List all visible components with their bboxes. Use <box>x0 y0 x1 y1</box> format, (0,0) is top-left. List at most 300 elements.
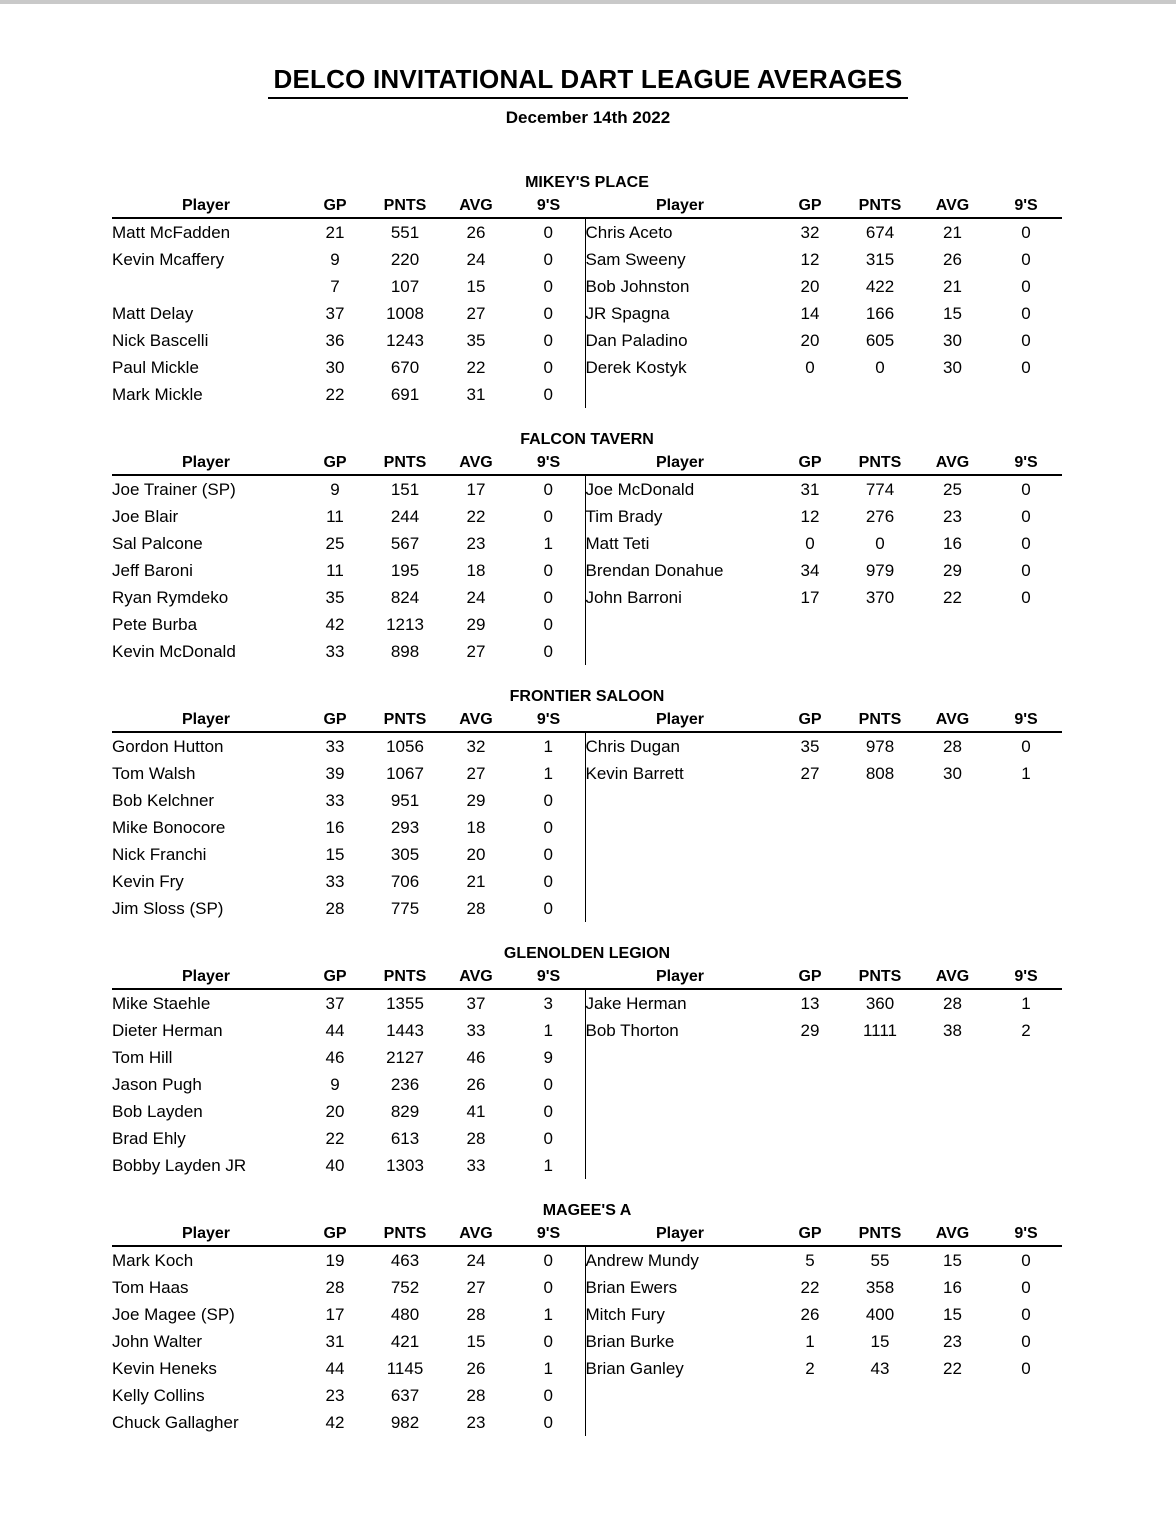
cell-avg: 29 <box>943 560 962 580</box>
cell-avg: 15 <box>466 1331 486 1351</box>
cell-pnts <box>845 1044 915 1071</box>
cell-nines: 0 <box>543 1385 553 1405</box>
cell-nines <box>990 814 1062 841</box>
cell-player: Kevin McDonald <box>112 641 236 661</box>
cell-gp: 12 <box>800 506 820 526</box>
cell-avg: 21 <box>943 276 962 296</box>
cell-gp: 34 <box>800 560 820 580</box>
cell-avg: 24 <box>466 587 486 607</box>
cell-avg <box>915 1044 990 1071</box>
table-row <box>112 503 1062 530</box>
column-header-nines: 9'S <box>1014 197 1038 214</box>
header-row <box>112 1225 1062 1246</box>
cell-nines: 0 <box>1021 533 1031 553</box>
table-row <box>112 557 1062 584</box>
cell-pnts <box>845 1382 915 1409</box>
document-page <box>0 64 1176 1436</box>
cell-pnts <box>845 1098 915 1125</box>
cell-pnts: 637 <box>390 1385 420 1405</box>
cell-player: Brian Burke <box>585 1328 775 1355</box>
column-header-nines: 9'S <box>536 968 561 985</box>
column-header-pnts: PNTS <box>383 1225 427 1242</box>
column-header-avg: AVG <box>935 197 970 214</box>
cell-player: Brendan Donahue <box>585 557 775 584</box>
cell-nines: 0 <box>1021 506 1031 526</box>
table-row <box>112 218 1062 246</box>
cell-pnts: 293 <box>390 817 420 837</box>
cell-pnts <box>845 638 915 665</box>
cell-nines: 0 <box>543 357 553 377</box>
column-header-pnts: PNTS <box>858 711 902 728</box>
venue-section <box>112 174 1062 408</box>
cell-avg: 23 <box>466 533 486 553</box>
cell-gp <box>775 1071 845 1098</box>
column-header-nines: 9'S <box>1014 1225 1038 1242</box>
column-header-nines: 9'S <box>1014 711 1038 728</box>
cell-nines <box>990 638 1062 665</box>
cell-pnts: 463 <box>390 1250 420 1270</box>
cell-gp <box>775 1152 845 1179</box>
column-header-gp: GP <box>323 1225 347 1242</box>
cell-pnts: 244 <box>390 506 420 526</box>
cell-avg: 33 <box>466 1020 486 1040</box>
column-header-gp: GP <box>798 711 822 728</box>
table-row <box>112 1409 1062 1436</box>
cell-gp: 32 <box>800 222 820 242</box>
cell-gp: 44 <box>325 1020 345 1040</box>
cell-nines: 1 <box>543 736 553 756</box>
cell-nines: 0 <box>543 384 553 404</box>
cell-player: Matt McFadden <box>112 222 231 242</box>
cell-avg: 21 <box>466 871 486 891</box>
cell-nines: 1 <box>543 1155 553 1175</box>
cell-pnts: 1303 <box>386 1155 424 1175</box>
cell-gp: 23 <box>325 1385 345 1405</box>
cell-nines: 0 <box>1021 357 1031 377</box>
cell-player: Dieter Herman <box>112 1020 223 1040</box>
cell-pnts: 15 <box>870 1331 890 1351</box>
cell-nines <box>990 1125 1062 1152</box>
cell-pnts: 422 <box>865 276 895 296</box>
cell-gp: 28 <box>325 898 345 918</box>
cell-nines: 0 <box>1021 1250 1031 1270</box>
cell-avg: 29 <box>466 614 486 634</box>
cell-avg <box>915 814 990 841</box>
cell-avg: 18 <box>466 560 486 580</box>
cell-gp: 31 <box>325 1331 345 1351</box>
cell-nines: 0 <box>543 844 553 864</box>
cell-player: Joe Magee (SP) <box>112 1304 235 1324</box>
cell-gp: 39 <box>325 763 345 783</box>
venue-title: MIKEY'S PLACE <box>525 174 649 191</box>
cell-nines <box>990 1409 1062 1436</box>
cell-avg: 22 <box>466 357 486 377</box>
cell-avg: 15 <box>943 1250 962 1270</box>
cell-avg: 27 <box>466 303 486 323</box>
table-row <box>112 895 1062 922</box>
cell-avg: 28 <box>466 1304 486 1324</box>
cell-gp: 26 <box>800 1304 820 1324</box>
table-row <box>112 841 1062 868</box>
table-row <box>112 787 1062 814</box>
cell-player: Paul Mickle <box>112 357 199 377</box>
cell-avg: 30 <box>943 763 962 783</box>
cell-pnts <box>845 1409 915 1436</box>
cell-nines: 0 <box>543 1101 553 1121</box>
header-row <box>112 454 1062 475</box>
cell-gp <box>775 868 845 895</box>
cell-gp: 20 <box>325 1101 345 1121</box>
cell-gp: 5 <box>805 1250 815 1270</box>
cell-gp: 37 <box>325 993 345 1013</box>
league-tables <box>112 174 1062 1436</box>
cell-gp: 22 <box>325 384 345 404</box>
cell-avg: 41 <box>466 1101 486 1121</box>
cell-pnts: 613 <box>390 1128 420 1148</box>
cell-player: Jeff Baroni <box>112 560 193 580</box>
cell-gp <box>775 895 845 922</box>
column-header-player: Player <box>655 197 705 214</box>
cell-player <box>585 868 775 895</box>
cell-player: Chuck Gallagher <box>112 1412 239 1432</box>
cell-avg: 28 <box>466 1128 486 1148</box>
cell-player: Jim Sloss (SP) <box>112 898 224 918</box>
cell-nines <box>990 868 1062 895</box>
cell-gp: 21 <box>325 222 345 242</box>
venue-section <box>112 688 1062 922</box>
cell-avg <box>915 841 990 868</box>
cell-player: Joe Blair <box>112 506 179 526</box>
table-row <box>112 1382 1062 1409</box>
cell-avg: 25 <box>943 479 962 499</box>
cell-gp: 35 <box>800 736 820 756</box>
cell-player: Matt Teti <box>585 530 775 557</box>
column-header-gp: GP <box>323 197 347 214</box>
cell-player <box>585 1098 775 1125</box>
cell-nines <box>990 787 1062 814</box>
venue-section <box>112 1202 1062 1436</box>
averages-table <box>112 711 1062 922</box>
column-header-player: Player <box>655 454 705 471</box>
venue-title: GLENOLDEN LEGION <box>503 945 671 962</box>
table-row <box>112 381 1062 408</box>
cell-player: Kelly Collins <box>112 1385 205 1405</box>
cell-avg <box>915 381 990 408</box>
cell-nines: 1 <box>543 763 553 783</box>
cell-pnts: 1145 <box>386 1358 424 1378</box>
cell-pnts: 808 <box>865 763 895 783</box>
cell-pnts: 0 <box>875 357 885 377</box>
cell-avg: 29 <box>466 790 486 810</box>
cell-gp: 25 <box>325 533 345 553</box>
cell-pnts: 360 <box>865 993 895 1013</box>
cell-pnts: 674 <box>865 222 895 242</box>
cell-avg: 18 <box>466 817 486 837</box>
column-header-avg: AVG <box>459 454 493 471</box>
cell-pnts: 1056 <box>386 736 424 756</box>
column-header-avg: AVG <box>935 454 970 471</box>
cell-pnts: 775 <box>390 898 420 918</box>
cell-avg: 15 <box>466 276 486 296</box>
cell-avg: 22 <box>943 1358 962 1378</box>
cell-pnts: 898 <box>390 641 420 661</box>
cell-avg: 27 <box>466 763 486 783</box>
cell-player: Kevin Heneks <box>112 1358 217 1378</box>
cell-pnts: 236 <box>390 1074 420 1094</box>
cell-gp: 42 <box>325 1412 345 1432</box>
table-row <box>112 1246 1062 1274</box>
cell-nines: 0 <box>1021 303 1031 323</box>
cell-gp: 37 <box>325 303 345 323</box>
table-row <box>112 868 1062 895</box>
cell-player <box>585 1409 775 1436</box>
cell-nines <box>990 1098 1062 1125</box>
cell-gp <box>775 814 845 841</box>
cell-gp: 11 <box>326 560 344 580</box>
cell-player: Tom Hill <box>112 1047 173 1067</box>
cell-nines: 0 <box>1021 560 1031 580</box>
column-header-pnts: PNTS <box>858 454 902 471</box>
cell-gp <box>775 1098 845 1125</box>
table-row <box>112 732 1062 760</box>
cell-player: Matt Delay <box>112 303 194 323</box>
cell-player: Tom Haas <box>112 1277 189 1297</box>
cell-nines: 1 <box>543 1020 553 1040</box>
cell-player: Sam Sweeny <box>585 246 775 273</box>
cell-pnts: 567 <box>390 533 420 553</box>
page-title: DELCO INVITATIONAL DART LEAGUE AVERAGES <box>268 64 909 99</box>
cell-nines: 1 <box>543 1304 553 1324</box>
cell-gp: 2 <box>805 1358 815 1378</box>
cell-nines: 0 <box>543 817 553 837</box>
cell-avg <box>915 1152 990 1179</box>
cell-gp: 33 <box>325 736 345 756</box>
cell-player <box>585 1071 775 1098</box>
cell-player <box>585 1152 775 1179</box>
cell-nines: 0 <box>543 871 553 891</box>
cell-gp: 27 <box>800 763 820 783</box>
table-row <box>112 354 1062 381</box>
table-row <box>112 760 1062 787</box>
cell-player: Gordon Hutton <box>112 736 224 756</box>
table-row <box>112 246 1062 273</box>
cell-gp: 29 <box>800 1020 820 1040</box>
cell-avg: 33 <box>466 1155 486 1175</box>
header-row <box>112 968 1062 989</box>
cell-nines <box>990 1071 1062 1098</box>
venue-title: FRONTIER SALOON <box>509 688 665 705</box>
cell-gp: 35 <box>325 587 345 607</box>
cell-player <box>585 841 775 868</box>
cell-gp: 22 <box>800 1277 820 1297</box>
cell-gp: 15 <box>325 844 345 864</box>
cell-pnts <box>845 895 915 922</box>
cell-avg <box>915 895 990 922</box>
table-row <box>112 814 1062 841</box>
cell-avg <box>915 1382 990 1409</box>
venue-title: FALCON TAVERN <box>520 431 654 448</box>
column-header-player: Player <box>655 968 705 985</box>
cell-player: Jake Herman <box>585 989 775 1017</box>
cell-pnts: 951 <box>390 790 420 810</box>
cell-avg: 28 <box>943 993 962 1013</box>
column-header-player: Player <box>181 968 231 985</box>
cell-avg <box>915 1125 990 1152</box>
cell-player: Mike Bonocore <box>112 817 226 837</box>
table-row <box>112 530 1062 557</box>
cell-player <box>585 611 775 638</box>
cell-avg: 28 <box>466 1385 486 1405</box>
cell-avg: 28 <box>943 736 962 756</box>
cell-player: Dan Paladino <box>585 327 775 354</box>
cell-gp <box>775 638 845 665</box>
column-header-player: Player <box>655 711 705 728</box>
cell-nines: 1 <box>543 533 553 553</box>
cell-gp: 7 <box>330 276 340 296</box>
column-header-pnts: PNTS <box>858 197 902 214</box>
cell-player: Mitch Fury <box>585 1301 775 1328</box>
averages-table <box>112 197 1062 408</box>
cell-pnts: 276 <box>865 506 895 526</box>
column-header-pnts: PNTS <box>383 968 427 985</box>
column-header-nines: 9'S <box>536 1225 561 1242</box>
averages-table <box>112 968 1062 1179</box>
column-header-avg: AVG <box>459 968 493 985</box>
cell-pnts: 1355 <box>386 993 424 1013</box>
column-header-avg: AVG <box>459 711 493 728</box>
cell-player: Kevin Fry <box>112 871 184 891</box>
cell-nines: 0 <box>1021 587 1031 607</box>
cell-nines: 0 <box>543 560 553 580</box>
venue-title: MAGEE'S A <box>542 1202 632 1219</box>
cell-nines: 1 <box>543 1358 553 1378</box>
cell-gp: 22 <box>325 1128 345 1148</box>
cell-gp: 36 <box>325 330 345 350</box>
cell-gp: 31 <box>800 479 820 499</box>
cell-player <box>585 1125 775 1152</box>
cell-gp: 19 <box>325 1250 345 1270</box>
column-header-gp: GP <box>798 197 822 214</box>
cell-nines: 1 <box>1021 763 1031 783</box>
cell-player: Kevin Mcaffery <box>112 249 225 269</box>
cell-nines: 3 <box>543 993 553 1013</box>
cell-avg: 32 <box>466 736 486 756</box>
cell-avg: 22 <box>943 587 962 607</box>
cell-pnts <box>845 787 915 814</box>
cell-player: Mike Staehle <box>112 993 211 1013</box>
cell-pnts: 43 <box>870 1358 890 1378</box>
cell-pnts: 107 <box>390 276 420 296</box>
cell-player: Brad Ehly <box>112 1128 186 1148</box>
cell-avg: 17 <box>466 479 486 499</box>
cell-player <box>585 1044 775 1071</box>
title-wrap <box>0 64 1176 99</box>
table-row <box>112 584 1062 611</box>
table-row <box>112 1328 1062 1355</box>
cell-pnts: 358 <box>865 1277 895 1297</box>
cell-pnts: 1067 <box>386 763 424 783</box>
cell-player: Brian Ganley <box>585 1355 775 1382</box>
cell-player <box>112 273 300 300</box>
cell-player: Mark Koch <box>112 1250 194 1270</box>
cell-pnts: 315 <box>865 249 895 269</box>
cell-avg: 22 <box>466 506 486 526</box>
cell-player: John Walter <box>112 1331 203 1351</box>
cell-nines: 0 <box>543 1277 553 1297</box>
cell-player: Andrew Mundy <box>585 1246 775 1274</box>
cell-avg: 20 <box>466 844 486 864</box>
column-header-nines: 9'S <box>1014 454 1038 471</box>
cell-nines: 0 <box>543 1128 553 1148</box>
column-header-player: Player <box>181 711 231 728</box>
cell-pnts: 305 <box>390 844 420 864</box>
cell-player <box>585 895 775 922</box>
cell-player: Chris Aceto <box>585 218 775 246</box>
cell-nines: 0 <box>1021 1358 1031 1378</box>
window-top-bar <box>0 0 1176 4</box>
cell-nines <box>990 1152 1062 1179</box>
cell-nines: 0 <box>543 506 553 526</box>
cell-pnts: 752 <box>390 1277 420 1297</box>
cell-pnts: 670 <box>390 357 420 377</box>
cell-player: Kevin Barrett <box>585 760 775 787</box>
cell-gp <box>775 1125 845 1152</box>
cell-gp: 13 <box>800 993 820 1013</box>
cell-pnts: 2127 <box>386 1047 424 1067</box>
column-header-nines: 9'S <box>536 454 561 471</box>
cell-nines: 0 <box>543 249 553 269</box>
cell-player: Bob Kelchner <box>112 790 215 810</box>
cell-avg <box>915 1409 990 1436</box>
cell-nines: 0 <box>543 898 553 918</box>
cell-avg: 35 <box>466 330 486 350</box>
cell-nines: 0 <box>1021 479 1031 499</box>
table-row <box>112 273 1062 300</box>
cell-pnts <box>845 841 915 868</box>
table-row <box>112 327 1062 354</box>
cell-pnts: 1213 <box>386 614 424 634</box>
averages-table <box>112 454 1062 665</box>
cell-gp: 44 <box>325 1358 345 1378</box>
cell-pnts: 480 <box>390 1304 420 1324</box>
cell-pnts: 979 <box>865 560 895 580</box>
cell-nines: 0 <box>543 1412 553 1432</box>
cell-nines <box>990 1382 1062 1409</box>
column-header-pnts: PNTS <box>858 968 902 985</box>
cell-pnts <box>845 1125 915 1152</box>
cell-pnts: 0 <box>875 533 885 553</box>
cell-avg: 23 <box>466 1412 486 1432</box>
cell-avg: 15 <box>943 1304 962 1324</box>
cell-player <box>585 381 775 408</box>
cell-pnts: 978 <box>865 736 895 756</box>
venue-section <box>112 945 1062 1179</box>
cell-nines <box>990 611 1062 638</box>
cell-nines: 0 <box>1021 276 1031 296</box>
cell-player <box>585 814 775 841</box>
column-header-avg: AVG <box>935 711 970 728</box>
column-header-avg: AVG <box>935 968 970 985</box>
cell-nines <box>990 841 1062 868</box>
cell-avg: 24 <box>466 1250 486 1270</box>
cell-avg: 30 <box>943 330 962 350</box>
column-header-gp: GP <box>323 711 347 728</box>
column-header-player: Player <box>181 1225 231 1242</box>
cell-pnts: 774 <box>865 479 895 499</box>
table-row <box>112 638 1062 665</box>
cell-nines: 9 <box>543 1047 553 1067</box>
column-header-player: Player <box>655 1225 705 1242</box>
